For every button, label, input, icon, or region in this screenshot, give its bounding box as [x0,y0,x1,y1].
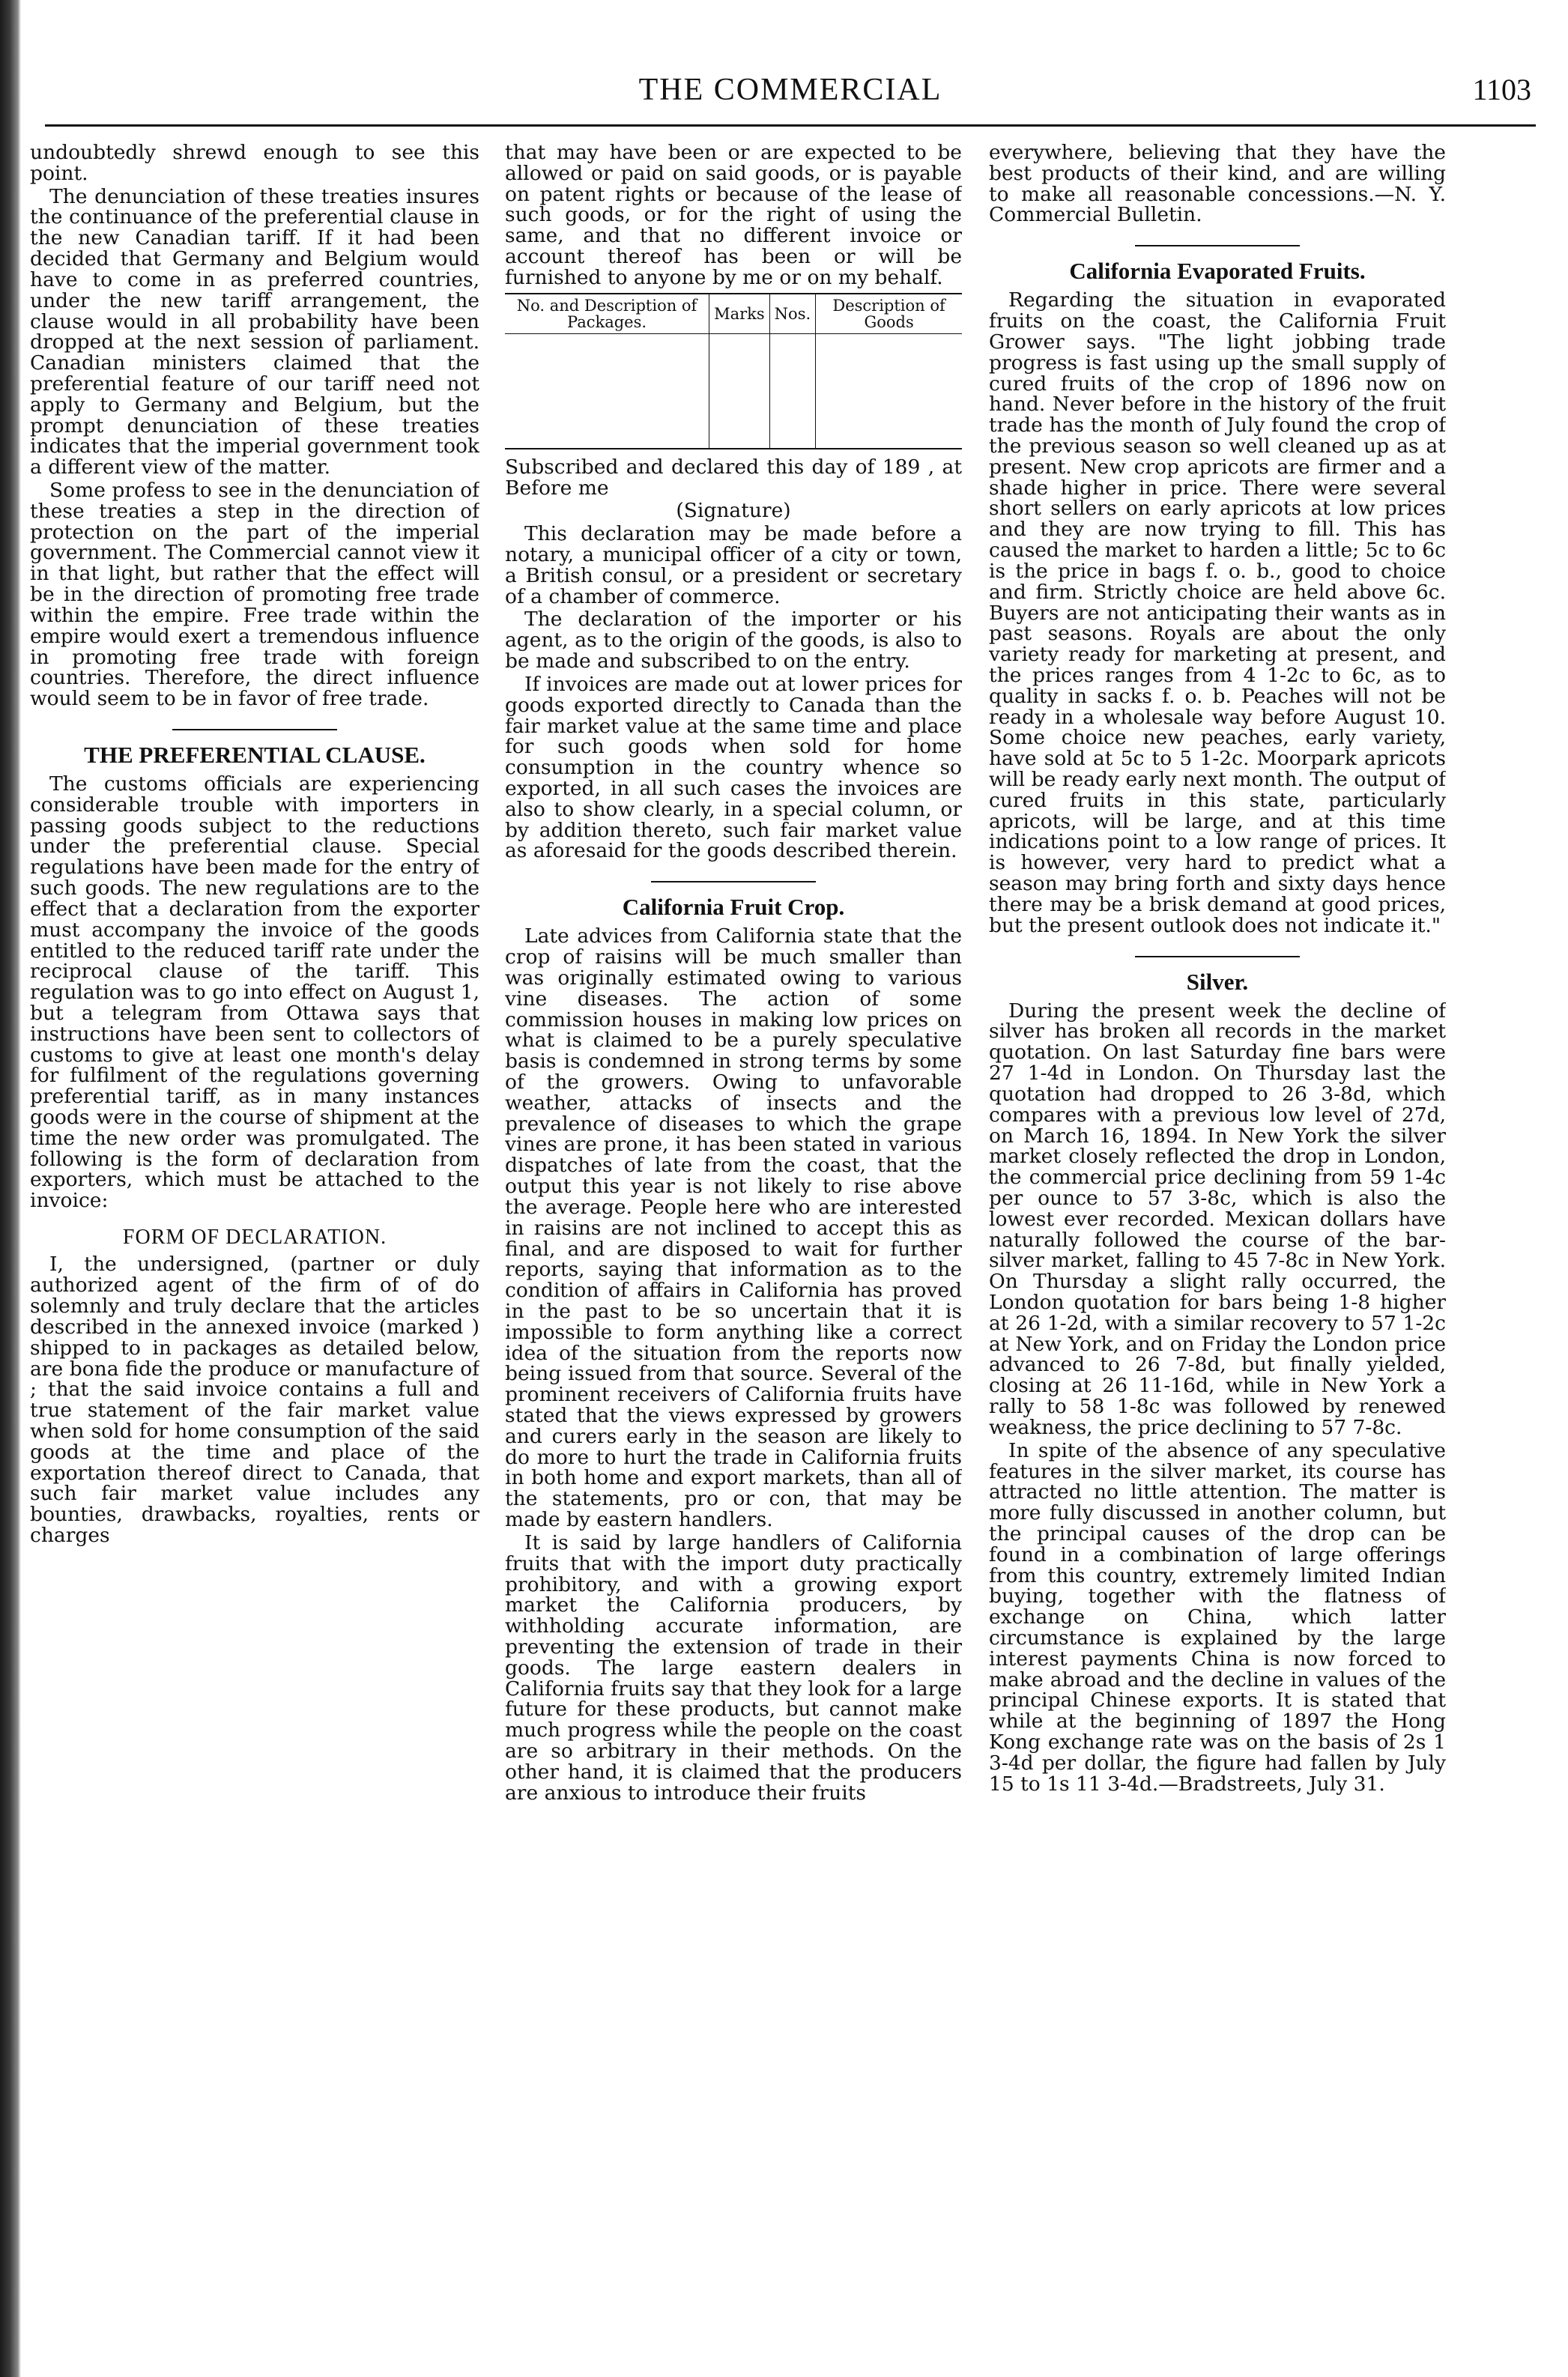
page-number: 1103 [1472,73,1531,106]
column-1 [30,142,479,2360]
binding-edge [0,0,21,2377]
signature-line: (Signature) [676,499,791,523]
paragraph: During the present week the decline of silver has broken all records in the market quotation. On last Saturday fine bars were 27 1-4d in London. On Thursday last the quotation had dropped to 26 3-8d, which compares with a previous low level of 27d, on March 16, 1894. In New York the silver market closely reflected the drop in London, the commercial price declining from 59 1-4c per ounce to 57 3-8c, which is also the lowest ever recorded. Mexican dollars have naturally followed the course of the bar-silver market, falling to 45 7-8c in New York. On Thursday a slight rally occurred, the London quotation for bars being 1-8 higher at 26 1-2d, with a similar recovery to 57 1-2c at New York, and on Friday the London price advanced to 26 7-8d, but finally yielded, closing at 26 11-16d, while in New York a rally to 58 1-8c was followed by renewed weakness, the price declining to 57 7-8c. [989,999,1446,1439]
paragraph: This declaration may be made before a notary, a municipal officer of a city or town, a British consul, or a president or secretary of a chamber of commerce. [505,522,962,608]
paragraph: The denunciation of these treaties insures the continuance of the preferential clause in the new Canadian tariff. If it had been decided that Germany and Belgium would have to come in as preferred countries, under the new tariff arrangement, the clause would in all probability have been dropped at the next session of parliament. Canadian ministers claimed that the preferential feature of our tariff need not apply to Germany and Belgium, but the prompt denunciation of these treaties indicates that the imperial government took a different view of the matter. [30,184,479,479]
page-header [45,72,1536,117]
column-2 [505,142,962,2360]
header-rule [45,124,1536,127]
paragraph: I, the undersigned, (partner or duly authorized agent of the firm of of do solemnly and truly declare that the articles described in the annexed invoice (marked ) shipped to in packages as detailed below, are bona fide the produce or manufacture of ; that the said invoice contains a full and true statement of the fair market value when sold for home consumption of the said goods at the time and place of the exportation thereof direct to Canada, that such fair market value includes any bounties, drawbacks, royalties, rents or charges [30,1253,479,1548]
form-heading: FORM OF DECLARATION. [122,1226,387,1250]
table-row [505,333,962,449]
section-rule [651,881,816,882]
declaration-table [505,293,962,449]
table-cell [816,333,962,449]
paragraph: that may have been or are expected to be allowed or paid on said goods, or is payable on patent rights or because of the lease of such goods, or for the right of using the same, and that no different invoice or account thereof has been or will be furnished to anyone by me or on my behalf. [505,142,962,289]
article-heading-silver: Silver. [1186,968,1249,995]
paragraph: The customs officials are experiencing considerable trouble with importers in passing goods subject to the reductions under the preferential clause. Special regulations have been made for the entry of such goods. The new regulations are to the effect that a declaration from the exporter must accompany the invoice of the goods entitled to the reduced tariff rate under the reciprocal clause of the tariff. This regulation was to go into effect on August 1, but a telegram from Ottawa says that instructions have been sent to collectors of customs to give at least one month's delay for fulfilment of the regulations governing preferential tariff, as in many instances goods were in the course of shipment at the time the new order was promulgated. The following is the form of declaration from exporters, which must be attached to the invoice: [30,772,479,1213]
paragraph: everywhere, believing that they have the best products of their kind, and are willing to make all reasonable concessions.—N. Y. Commercial Bulletin. [989,142,1446,227]
paragraph: undoubtedly shrewd enough to see this point. [30,142,479,185]
paragraph: If invoices are made out at lower prices for goods exported directly to Canada than the fair market value at the same time and place for such goods when sold for home consumption in the country whence so exported, in all such cases the invoices are also to show clearly, in a special column, or by addition thereto, such fair market value as aforesaid for the goods described therein. [505,672,962,863]
table-header: Marks [709,294,770,334]
table-header: Nos. [769,294,815,334]
section-rule [172,729,337,730]
paragraph: It is said by large handlers of California fruits that with the import duty practically prohibitory, and with a growing export market the California producers, by withholding accurate information, are preventing the extension of trade in their goods. The large eastern dealers in California fruits say that they look for a large future for these products, but cannot make much progress while the people on the coast are so arbitrary in their methods. On the other hand, it is claimed that the producers are anxious to introduce their fruits [505,1530,962,1805]
table-cell [769,333,815,449]
article-heading-preferential-clause: THE PREFERENTIAL CLAUSE. [84,741,426,768]
paragraph: Subscribed and declared this day of 189 , at Before me [505,455,962,500]
table-cell [505,333,709,449]
table-header: Description of Goods [816,294,962,334]
column-3 [989,142,1446,2360]
section-rule [1135,956,1300,957]
table-cell [709,333,770,449]
article-heading-california-fruit-crop: California Fruit Crop. [622,894,845,921]
section-rule [1135,245,1300,246]
paragraph: Regarding the situation in evaporated fruits on the coast, the California Fruit Grower says. "The light jobbing trade progress is fast using up the small supply of cured fruits of the crop of 1896 now on hand. Never before in the history of the fruit trade has the month of July found the crop of the previous season so well cleaned up as at present. New crop apricots are firmer and a shade higher in price. There were several short sellers on early apricots at low prices and they are now trying to fill. This has caused the market to harden a little; 5c to 6c is the price in bags f. o. b., good to choice and firm. Strictly choice are held above 6c. Buyers are not anticipating their wants as in past seasons. Royals are about the only variety ready for marketing at present, and the prices ranges from 4 1-2c to 6c, as to quality in sacks f. o. b. Peaches will not be ready in a wholesale way before August 10. Some choice new peaches, early variety, have sold at 5c to 5 1-2c. Moorpark apricots will be ready early next month. The output of cured fruits in this state, particularly apricots, will be large, and at this time indications point to a low range of prices. It is however, very hard to predict what a season may bring forth and sixty days hence there may be a brisk demand at good prices, but the present outlook does not indicate it." [989,288,1446,937]
article-heading-evaporated-fruits: California Evaporated Fruits. [1069,258,1366,285]
table-header: No. and Description of Packages. [505,294,709,334]
paragraph: The declaration of the importer or his agent, as to the origin of the goods, is also to be made and subscribed to on the entry. [505,608,962,673]
paragraph: Some profess to see in the denunciation of these treaties a step in the direction of protection on the part of the imperial government. The Commercial cannot view it in that light, but rather that the effect will be in the direction of promoting free trade within the empire. Free trade within the empire would exert a tremendous influence in promoting free trade with foreign countries. Therefore, the direct influence would seem to be in favor of free trade. [30,479,479,711]
paragraph: In spite of the absence of any speculative features in the silver market, its course has attracted no little attention. The matter is more fully discussed in another column, but the principal causes of the drop can be found in a combination of large offerings from this country, extremely limited Indian buying, together with the flatness of exchange on China, which latter circumstance is explained by the large interest payments China is now forced to make abroad and the decline in values of the principal Chinese exports. It is stated that while at the beginning of 1897 the Hong Kong exchange rate was on the basis of 2s 1 3-4d per dollar, the figure had fallen by July 15 to 1s 11 3-4d.—Bradstreets, July 31. [989,1438,1446,1796]
publication-title: THE COMMERCIAL [638,73,942,107]
paragraph: Late advices from California state that the crop of raisins will be much smaller than was originally estimated owing to various vine diseases. The action of some commission houses in making low prices on what is claimed to be a purely speculative basis is condemned in strong terms by some of the growers. Owing to unfavorable weather, attacks of insects and the prevalence of diseases to which the grape vines are prone, it has been stated in various dispatches of late from the coast, that the output this year is not likely to rise above the average. People here who are interested in raisins are not inclined to accept this as final, and are disposed to wait for further reports, saying that information as to the condition of affairs in California has proved in the past to be so uncertain that it is impossible to form anything like a correct idea of the situation from the reports now being issued from that source. Several of the prominent receivers of California fruits have stated that the views expressed by growers and curers early in the season are likely to do more to hurt the trade in California fruits in both home and export markets, than all of the statements, pro or con, that may be made by eastern handlers. [505,924,962,1532]
